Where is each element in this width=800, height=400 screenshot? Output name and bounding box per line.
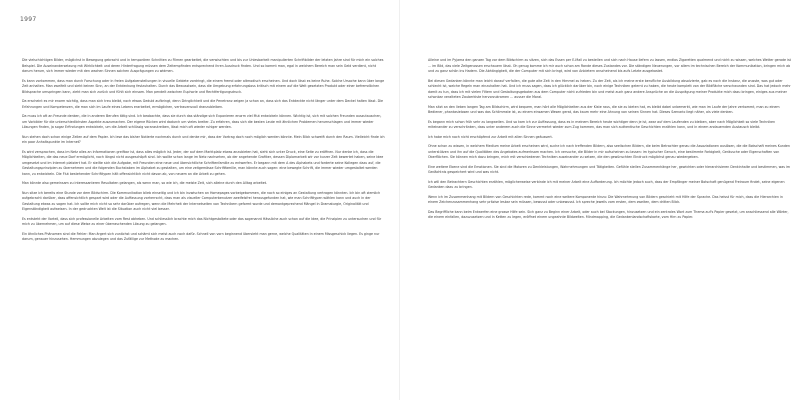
page-year: 1997 bbox=[20, 16, 37, 23]
paragraph: Die vielschichtigen Bilder, möglichst in Bewegung gebracht und in temporären Schnitten zu Filmen gearbeitet, die verwischten und bis zur Unlesbarkeit manipulierten Schriftbilder der letzten Jahre sind für mich ein solches Beispiel. Die Auseinandersetzung mit Wirklichkeit und deren Hinterfragung müssen dem Zeitempfinden entsprechend ihren Ausdruck finden. Und so kommt man, egal in welchem Bereich man sein Geld verdient, nicht darum herum, sich immer wieder mit den wachen Sinnen solchen Ausprägungen zu widmen. bbox=[22, 58, 384, 73]
paragraph: Man sitzt an den lieben langen Tag am Bildschirm, wird bequem, man hört alle Möglichkeiten aus der Kiste raus, die sie zu bieten hat, es bleibt dabei unbemerkt, wie man im Laufe der Jahre verkommt, man zu einem Bediener, phantasielosen und was das Schlimmste ist, zu einem einsamen Wesen gerat, das kaum mehr eine Ahnung von seinen Sinnen hat. Dieses Szenario liegt näher, als viele denken. bbox=[428, 104, 780, 114]
paragraph: Das Begriffliche kann beim Entwerfen eine grosse Hilfe sein. Sich ganz zu Beginn einer Arbeit, oder auch bei Stockungen, hinzusetzen und ein zentrales Wort zum Thema auf's Papier gesetzt, um anschliessend alle Wörter, die einem einfallen, dazuzusetzen und in Ketten zu legen, eröffnet einem ungeahnte Bildwelten. Mindmapping, die Gedankenlandschaftskarte, vom Hirn zu Papier. bbox=[428, 209, 789, 219]
paragraph: Eine weitere Ebene sind die Emotionen. Sie sind die Motoren zu Denkleistungen, Wahrnehmungen und Tätigkeiten. Gefühle stellen Zusammenhänge her, gewichten oder hierarchisieren Denkinhalte und bestimmen, was im Gedächtnis gespeichert wird und was nicht. bbox=[428, 164, 791, 174]
paragraph: Es entsteht der Vorteil, dass sich professionelle Arbeiten vom Rest abheben. Und schliesslich brachte mich das Nichtgestaltete oder das sogenannt Hässliche auch schon auf die Idee, die Prinzipien zu untersuchen und für mich zu übernehmen, um auf diese Weise zu einer überraschenden Lösung zu gelangen. bbox=[22, 216, 382, 226]
right-text-column bbox=[428, 58, 792, 225]
paragraph: Wenn ich im Zusammenhang mit Bildern von Geschichten rede, kommt noch eine weitere Komponente hinzu: Die Wahrnehmung von Bildern geschieht mit Hilfe der Sprache. Das heisst für mich, dass die Hierarchien in einem Zeichenzusammenhang sehr präzise lesbar sein müssen, bewusst oder unbewusst. Ich spreche jeweils vom ersten, dem zweiten, dem dritten Blick. bbox=[428, 194, 783, 204]
paragraph: Ein ähnliches Phänomen sind die Fehler: Man ärgert sich zunächst und schämt sich meist auch noch dafür. Schnell von vorn beginnend übersieht man gerne, welche Qualitäten in einem Missgeschick liegen. Es ginge nur darum, genauer hinzusehen. Hemmungen abzulegen und das Zufällige zur Methode zu machen. bbox=[22, 231, 380, 241]
paragraph: Nun stehen doch schon einige Zeilen auf dem Papier. Ich lese das bisher Notierte nochmals durch und denke mir, dass der Vortrag doch noch möglich werden könnte. Mein Blick schweift durch den Raum. Vielleicht finde ich ein paar Anhaltspunkte im Internet? bbox=[22, 134, 385, 144]
right-page bbox=[400, 0, 800, 400]
paragraph: Es begann mich schon früh sehr zu langweilen. Und so kam ich zur Auffassung, dass es in meinem Bereich heute wichtiger denn je ist, zwar auf dem Laufenden zu bleiben, aber nach Möglichkeit so viele Techniken miteinander zu verschränken, dass unter anderem auch die Sinne vermehrt wieder zum Zug kommen, das man sich authentische Geschichten erzählen kann, und in einem andauernden Austausch bleibt. bbox=[428, 119, 776, 129]
paragraph: Ich habe mich noch nicht erschöpfend zur Arbeit mit allen Sinnen geäussert. bbox=[428, 134, 553, 139]
paragraph: Da muss ich oft an Freunde denken, die in anderen Berufen tätig sind. Ich beobachte, dass sie durch das ständige sich Exponieren enorm viel Mut entwickeln können. Wichtig ist, sich mit solchen Freunden auszutauschen, um Vorbilder für die unterschiedlichsten Aspekte auszumachen. Der eigene Rücken wird dadurch um vieles breiter. Zu erfahren, dass sich die besten Leute mit ähnlichen Problemen herumschlagen und immer wieder Lösungen finden, ja sogar Erfindungen entwickeln, um die Arbeit schlüssig voranzutreiben, lässt mich oft wieder ruhiger werden. bbox=[22, 114, 382, 129]
paragraph: Alleine und im Pyjama den ganzen Tag vor dem Bildschirm zu sitzen, sich das Essen per E-Mail zu bestellen und sich nach Hause liefern zu lassen, endlos Zigaretten qualmend und nicht zu wissen, welches Wetter gerade ist ... im Bild, das viele Zeitgenossen erschauern lässt. Oh genug komme ich mir auch schon am Rande dieses Zustandes vor. Die ständigen Neuerungen, vor allem im technischen Bereich der Kommunikation, bringen mich ab und zu ganz schön ins Hadern. Die Abhängigkeit, die der Computer mit sich bringt, wird von Anbietern anscheinend bis aufs Letzte ausgekostet. bbox=[428, 58, 791, 73]
paragraph: Ohne schon zu wissen, in welchem Medium meine Arbeit erscheinen wird, suche ich nach treffenden Bildern, also seelischen Bildern, die beim Betrachter genau die Assoziationen auslösen, die die Botschaft meines Kunden unterstützen und ihn auf die Qualitäten des Angebotes aufmerksam machen. Ich versuche, die Bilder in mir aufscheinen zu lassen: im typischer Geruch, eine bestimmte Farbigkeit, Geräusche oder Eigenschaften von Oberflächen. Sie können mich dazu bringen, mich mit verschiedenen Techniken auseinander zu setzen, die den gewünschten Eindruck möglichst genau wiedergeben. bbox=[428, 144, 790, 159]
left-text-column bbox=[22, 58, 386, 247]
paragraph: Man könnte also gemeinsam zu interessanteren Resultaten gelangen, als wenn man, so wie ich, die meiste Zeit, sich alleine durch den Alltag arbeitet. bbox=[22, 181, 268, 185]
paragraph: Ich will den Betrachtern Geschichten erzählen, möglicherweise verbinde ich mit meiner Arbeit eine Aufforderung. Ich möchte jedoch auch, dass der Empfänger meiner Botschaft genügend Freiraum findet, seine eigenen Gedanken dazu zu bringen. bbox=[428, 179, 785, 189]
paragraph: Nun sitze ich bereits eine Stunde vor dem Bildschirm. Die Kommunikation blieb einseitig und ich bin inzwischen an Homepages vorbeigekommen, die noch so einiges an Gestaltung vertragen könnten. Ich bin oft ziemlich aufgebracht darüber, dass offensichtlich gespart wird oder die Auffassung vorherrscht, dass man als visueller Computerbenutzer zweifelsfrei herausgefunden hat, wie man Schrifttypen wählen kann und auch in der Gestaltung etwas zu sagen hat. Ich sollte mich nicht so sehr darüber aufregen, wenn die Mehrheit der Internetseiten von Technikern geformt wurde und demontgeprechend Mängel in Dramaturgie, Originalität und Eigenständigkeit aufweisen. In der gedruckten Welt ist die Situation auch nicht viel besser. bbox=[22, 190, 381, 211]
paragraph: Da erscheint es mir enorm wichtig, dass man sich treu bleibt, noch etwas Geduld aufbringt, denn Dringlichkeit und die Penetranz zeigen ja schon an, dass sich das Entdeckte nicht länger unter dem Deckel halten lässt. Die Erfahrungen und Kompetenzen, die man sich im Laufe eines Lebens erarbeitet, ermöglichen, vertrauensvoll dranzubleiben. bbox=[22, 99, 384, 109]
paragraph: Es wird versprochen, dass im Netz alles an Informationen greifbar ist, dass alles möglich ist. Jeder, der auf dem Marktplatz etwas anzubieten hat, sieht sich unter Druck, eine Seite zu eröffnen. Nur denke ich, dass die Möglichkeiten, die das neue Dorf ermöglicht, noch längst nicht ausgeschöpft sind. Ich wollte schon lange im Netz nachsehen, ob der angehende Grafiker, dessen Diplomarbeit wir vor kurzer Zeit bewertet haben, seine Idee umgesetzt und im Internet platziert hat. Er stellte sich die Aufgabe, mit Freunden eine neue und übersichtliche Schriftenfamilie zu entwerfen. Er begann mit dem A des Alphabets und forderte seine Kollegen dazu auf, die Gestaltungsprinzipien zu übernehmen und die folgenden Buchstaben im Alphabet zu gestalten, um eine zeitgemässe Schriftfamilie, man könnte auch sagen: eine bewegte Schrift, die immer wieder umgestaltet werden kann, zu entwickeln. Die Flut bestehender Schrifttypen hält offensichtlich nicht davon ab, von neuem an die Arbeit zu gehen. bbox=[22, 149, 384, 176]
paragraph: Bei diesen Gedanken könnte man leicht darauf verfallen, die gute alte Zeit in den Himmel zu heben. Zu der Zeit, als ich meine erste berufliche Ausbildung absolvierte, gab es noch die Instanz, die wusste, was gut oder schlecht ist, welche Regeln man einzuhalten hat. Und ich muss sagen, dass ich glücklich darüber bin, noch einige Techniken gelernt zu haben, die heute komplett von der Bildfläche verschwunden sind. Das hat jedoch mehr damit zu tun, dass ich mit vielen Filtern und Gestaltungsgeboten aus dem Computer nicht zufrieden bin und meist auch ganz andere Ansprüche an die Ausprägung meiner Produkte mich dazu bringen, einiges aus meiner schonbar veralteten Zauberkiste hervorzukramen ... ausser die Moral. bbox=[428, 78, 791, 99]
paragraph: Es kann vorkommen, dass man durch Forschung oder in freien Aufgabenstellungen in visuelle Gebiete vordringt, die einem fremd oder altmodisch erscheinen. Und doch lässt es keine Ruhe. Solche Ursache kann über lange Zeit anhalten. Man zweifelt und sieht keinen Sinn, an der Entdeckung festzuhalten. Durch das Bewusstsein, dass die Umgebung erfahrungsloss kritisch mit einem auf die Welt gesetzten Produkt oder einer befremdlichen Bildsprache umspringen kann, zieht man sich zurück und fühlt sich einsam. Man pendelt zwischen Euphorie und Rechtfertigungsdruck. bbox=[22, 78, 385, 94]
